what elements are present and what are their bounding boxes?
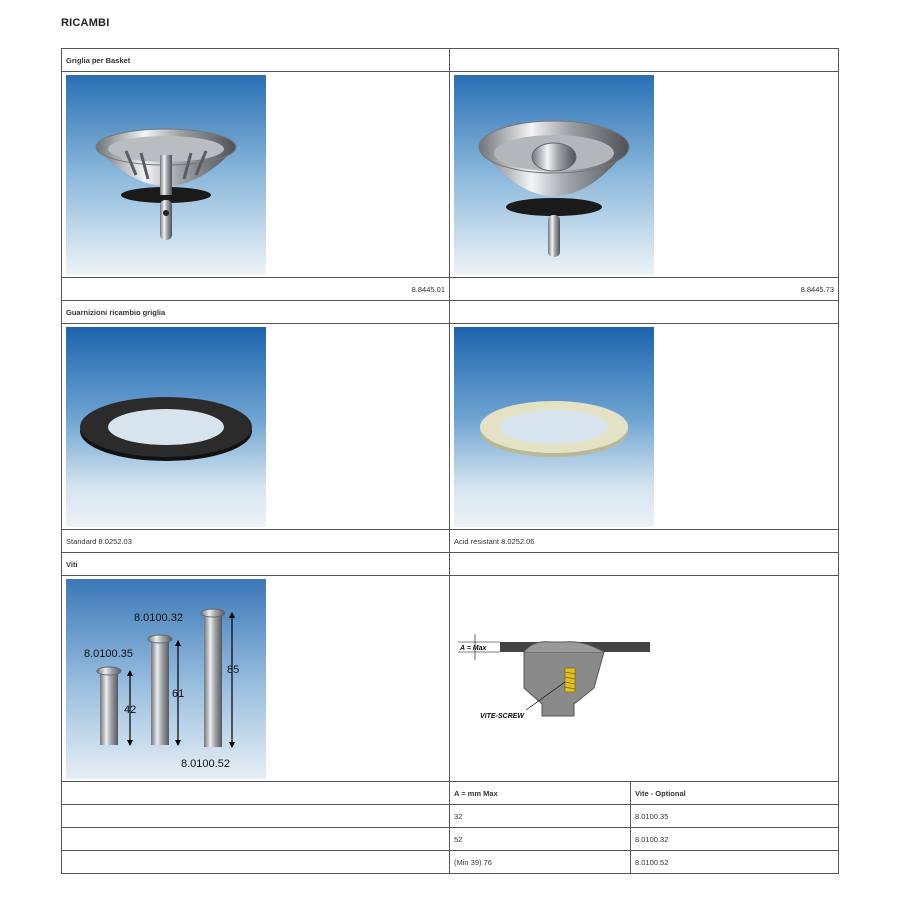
empty-cell (62, 805, 450, 828)
black-gasket-image (66, 327, 266, 527)
screw-code-label: 8.0100.32 (134, 611, 183, 624)
screw-code-label: 8.0100.52 (181, 757, 230, 770)
product-code: 8.8445.01 (62, 278, 450, 301)
empty-cell (62, 782, 450, 805)
product-code: 8.8445.73 (450, 278, 839, 301)
screw-length-label: 61 (172, 687, 185, 700)
image-cell (62, 576, 450, 782)
drain-cross-section-diagram (454, 576, 654, 776)
section-header-griglia: Griglia per Basket (62, 49, 450, 72)
empty-cell (450, 553, 839, 576)
diagram-container (454, 576, 834, 781)
diagram-label: A = Max (460, 645, 487, 652)
image-cell (450, 72, 839, 278)
screws-image (66, 579, 266, 779)
screw-length-label: 42 (124, 703, 137, 716)
table-row (62, 851, 839, 874)
a-value: 32 (450, 805, 631, 828)
vite-value: 8.0100.52 (631, 851, 839, 874)
table-row (62, 828, 839, 851)
section-header-viti: Viti (62, 553, 450, 576)
basket-strainer-image-b (454, 75, 654, 275)
column-header: Vite - Optional (631, 782, 839, 805)
vite-value: 8.0100.32 (631, 828, 839, 851)
table-row (62, 805, 839, 828)
section-header-guarnizioni: Guarnizioni ricambio griglia (62, 301, 450, 324)
spare-parts-table (61, 48, 839, 874)
diagram-label: VITE-SCREW (480, 713, 524, 720)
a-value: 52 (450, 828, 631, 851)
a-value: (Min 39) 76 (450, 851, 631, 874)
column-header: A = mm Max (450, 782, 631, 805)
gasket-label: Standard 8.0252.03 (62, 530, 450, 553)
acid-gasket-image (454, 327, 654, 527)
screw-code-label: 8.0100.35 (84, 647, 133, 660)
empty-cell (62, 851, 450, 874)
empty-cell (450, 301, 839, 324)
image-cell (62, 324, 450, 530)
vite-value: 8.0100.35 (631, 805, 839, 828)
empty-cell (62, 828, 450, 851)
empty-cell (450, 49, 839, 72)
image-cell (450, 324, 839, 530)
gasket-label: Acid resistant 8.0252.06 (450, 530, 839, 553)
page-title: RICAMBI (61, 17, 110, 29)
image-cell (62, 72, 450, 278)
basket-strainer-image-a (66, 75, 266, 275)
image-cell (450, 576, 839, 782)
screw-length-label: 85 (227, 663, 240, 676)
